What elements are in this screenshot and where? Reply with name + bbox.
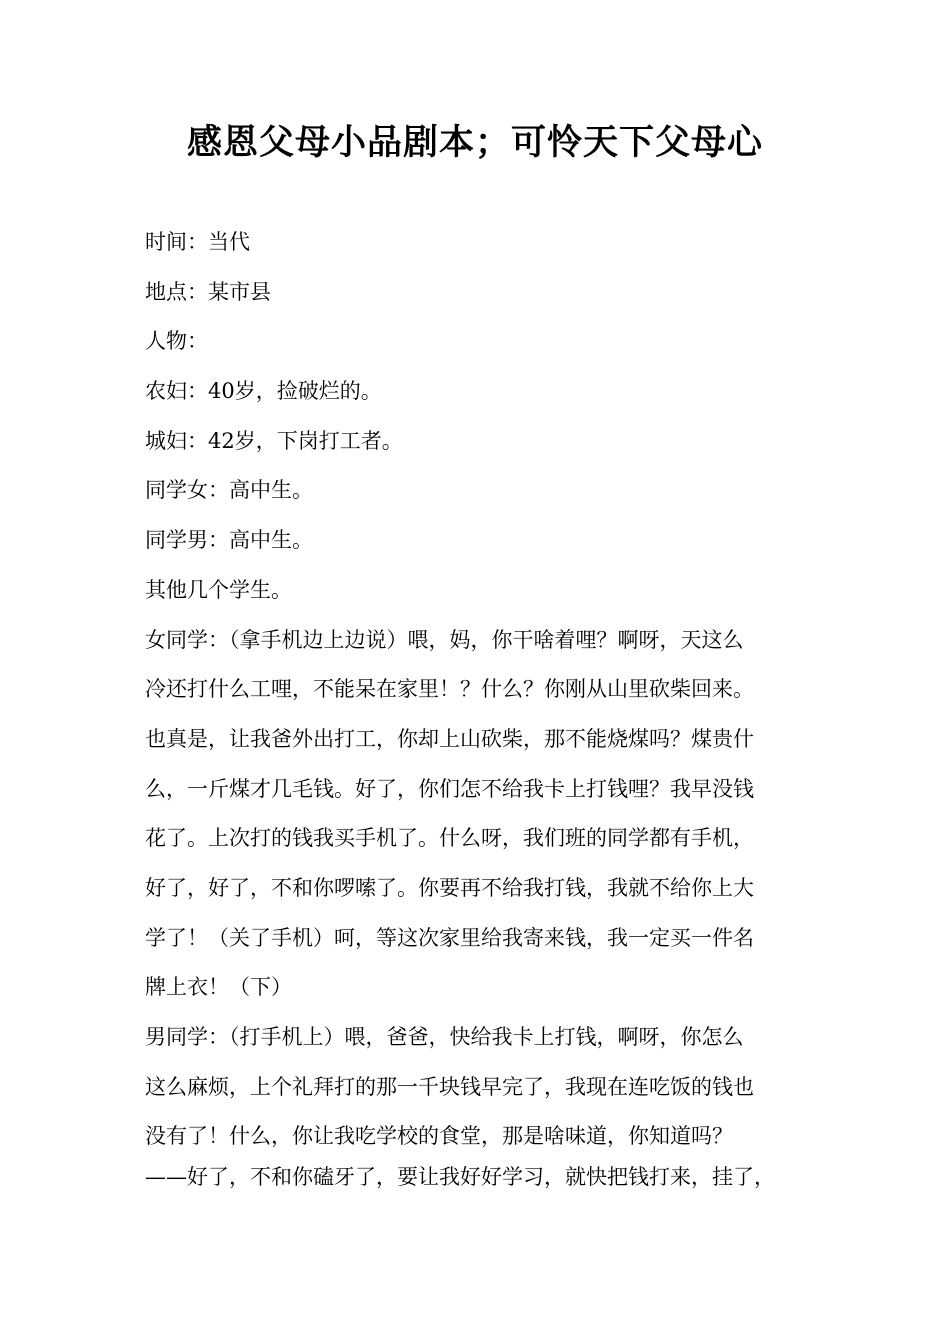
paragraph-place: 地点：某市县	[145, 279, 271, 304]
dialogue-line: 么，一斤煤才几毛钱。好了，你们怎不给我卡上打钱哩？我早没钱	[145, 776, 754, 801]
paragraph-characters-heading: 人物：	[145, 329, 208, 354]
document-title: 感恩父母小品剧本；可怜天下父母心	[186, 123, 763, 163]
dialogue-line: 这么麻烦，上个礼拜打的那一千块钱早完了，我现在连吃饭的钱也	[145, 1074, 754, 1099]
character-other-students: 其他几个学生。	[145, 577, 292, 602]
dialogue-line: 男同学：（打手机上）喂，爸爸，快给我卡上打钱，啊呀，你怎么	[145, 1025, 744, 1049]
dialogue-line: 也真是，让我爸外出打工，你却上山砍柴，那不能烧煤吗？煤贵什	[145, 726, 754, 751]
dialogue-line: 学了！（关了手机）呵，等这次家里给我寄来钱，我一定买一件名	[145, 925, 754, 950]
dialogue-line: 花了。上次打的钱我买手机了。什么呀，我们班的同学都有手机，	[145, 826, 754, 851]
dialogue-line: 女同学：（拿手机边上边说）喂，妈，你干啥着哩？啊呀，天这么	[145, 627, 744, 652]
paragraph-time: 时间：当代	[145, 230, 250, 254]
character-female-student: 同学女：高中生。	[145, 478, 313, 503]
character-city-woman: 城妇：42岁，下岗打工者。	[145, 428, 403, 453]
dialogue-line: 好了，好了，不和你啰嗦了。你要再不给我打钱，我就不给你上大	[145, 875, 754, 900]
document-body	[145, 218, 805, 1203]
dialogue-line: 没有了！什么，你让我吃学校的食堂，那是啥味道，你知道吗？	[145, 1124, 733, 1149]
dialogue-line: ——好了，不和你磕牙了，要让我好好学习，就快把钱打来，挂了，	[145, 1165, 775, 1190]
dialogue-line: 牌上衣！（下）	[145, 975, 292, 1000]
character-male-student: 同学男：高中生。	[145, 528, 313, 553]
dialogue-line: 冷还打什么工哩，不能呆在家里！？什么？你刚从山里砍柴回来。	[145, 677, 754, 702]
character-peasant-woman: 农妇：40岁，捡破烂的。	[145, 379, 382, 404]
